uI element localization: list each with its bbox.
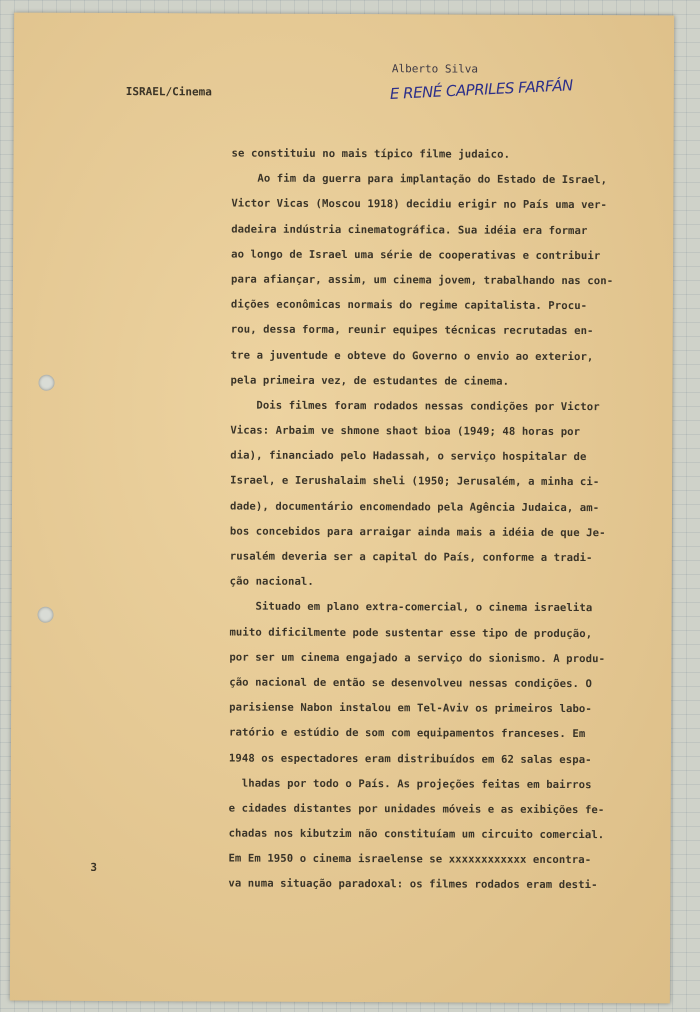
text-line: dadeira indústria cinematográfica. Sua idéia era formar xyxy=(231,223,588,237)
author-handwritten: E RENÉ CAPRILES FARFÁN xyxy=(389,76,574,103)
text-line: tre a juventude e obteve do Governo o envio ao exterior, xyxy=(230,349,594,363)
text-line: Em Em 1950 o cinema israelense se xxxxxxxxxxxx encontra- xyxy=(228,852,592,867)
text-line: muito dificilmente pode sustentar esse tipo de produção, xyxy=(229,626,593,640)
text-line: dições econômicas normais do regime capitalista. Procu- xyxy=(230,298,588,313)
text-line: parisiense Nabon instalou em Tel-Aviv os primeiros labo- xyxy=(229,701,592,716)
text-line: rusalém deveria ser a capital do País, conforme a tradi- xyxy=(229,550,593,565)
punch-hole xyxy=(39,375,55,391)
text-line: Dois filmes foram rodados nessas condições por Victor xyxy=(230,399,600,413)
text-line: dade), documentário encomendado pela Agência Judaica, am- xyxy=(229,500,600,514)
text-line: Israel, e Ierushalaim sheli (1950; Jerusalém, a minha ci- xyxy=(230,474,600,489)
text-line: ção nacional. xyxy=(229,575,314,589)
text-line: rou, dessa forma, reunir equipes técnicas recrutadas en- xyxy=(230,323,594,338)
text-line: lhadas por todo o País. As projeções feitas em bairros xyxy=(228,777,592,791)
text-line: bos concebidos para arraigar ainda mais a idéia de que Je- xyxy=(229,525,606,539)
paper-sheet xyxy=(10,13,674,1004)
text-line: Ao fim da guerra para implantação do Estado de Israel, xyxy=(231,172,608,187)
text-line: ratório e estúdio de som com equipamentos franceses. Em xyxy=(228,726,586,741)
text-line: va numa situação paradoxal: os filmes rodados eram desti- xyxy=(228,877,598,892)
text-line: se constituiu no mais típico filme judaico. xyxy=(231,147,511,161)
text-line: 1948 os espectadores eram distribuídos em 62 salas espa- xyxy=(228,752,592,766)
text-line: pela primeira vez, de estudantes de cinema. xyxy=(230,374,510,388)
text-line: para afiançar, assim, um cinema jovem, trabalhando nas con- xyxy=(230,273,614,288)
author-typed: Alberto Silva xyxy=(391,62,479,76)
text-line: Situado em plano extra-comercial, o cinema israelita xyxy=(229,600,593,615)
text-line: ao longo de Israel uma série de cooperativas e contribuir xyxy=(231,248,601,262)
page-number: 3 xyxy=(90,860,98,874)
text-line: Vicas: Arbaim ve shmone shaot bioa (1949; 48 horas por xyxy=(230,424,581,439)
text-line: por ser um cinema engajado a serviço do sionismo. A produ- xyxy=(229,651,606,665)
text-line: chadas nos kibutzim não constituíam um circuito comercial. xyxy=(228,827,605,842)
text-line: dia), financiado pelo Hadassah, o serviço hospitalar de xyxy=(230,449,587,464)
text-line: ção nacional de então se desenvolveu nessas condições. O xyxy=(229,676,593,691)
body-text xyxy=(228,142,613,899)
text-line: e cidades distantes por unidades móveis e as exibições fe- xyxy=(228,802,605,817)
section-heading: ISRAEL/Cinema xyxy=(125,85,212,99)
punch-hole xyxy=(37,607,53,623)
text-line: Victor Vicas (Moscou 1918) decidiu erigir no País uma ver- xyxy=(231,197,608,212)
